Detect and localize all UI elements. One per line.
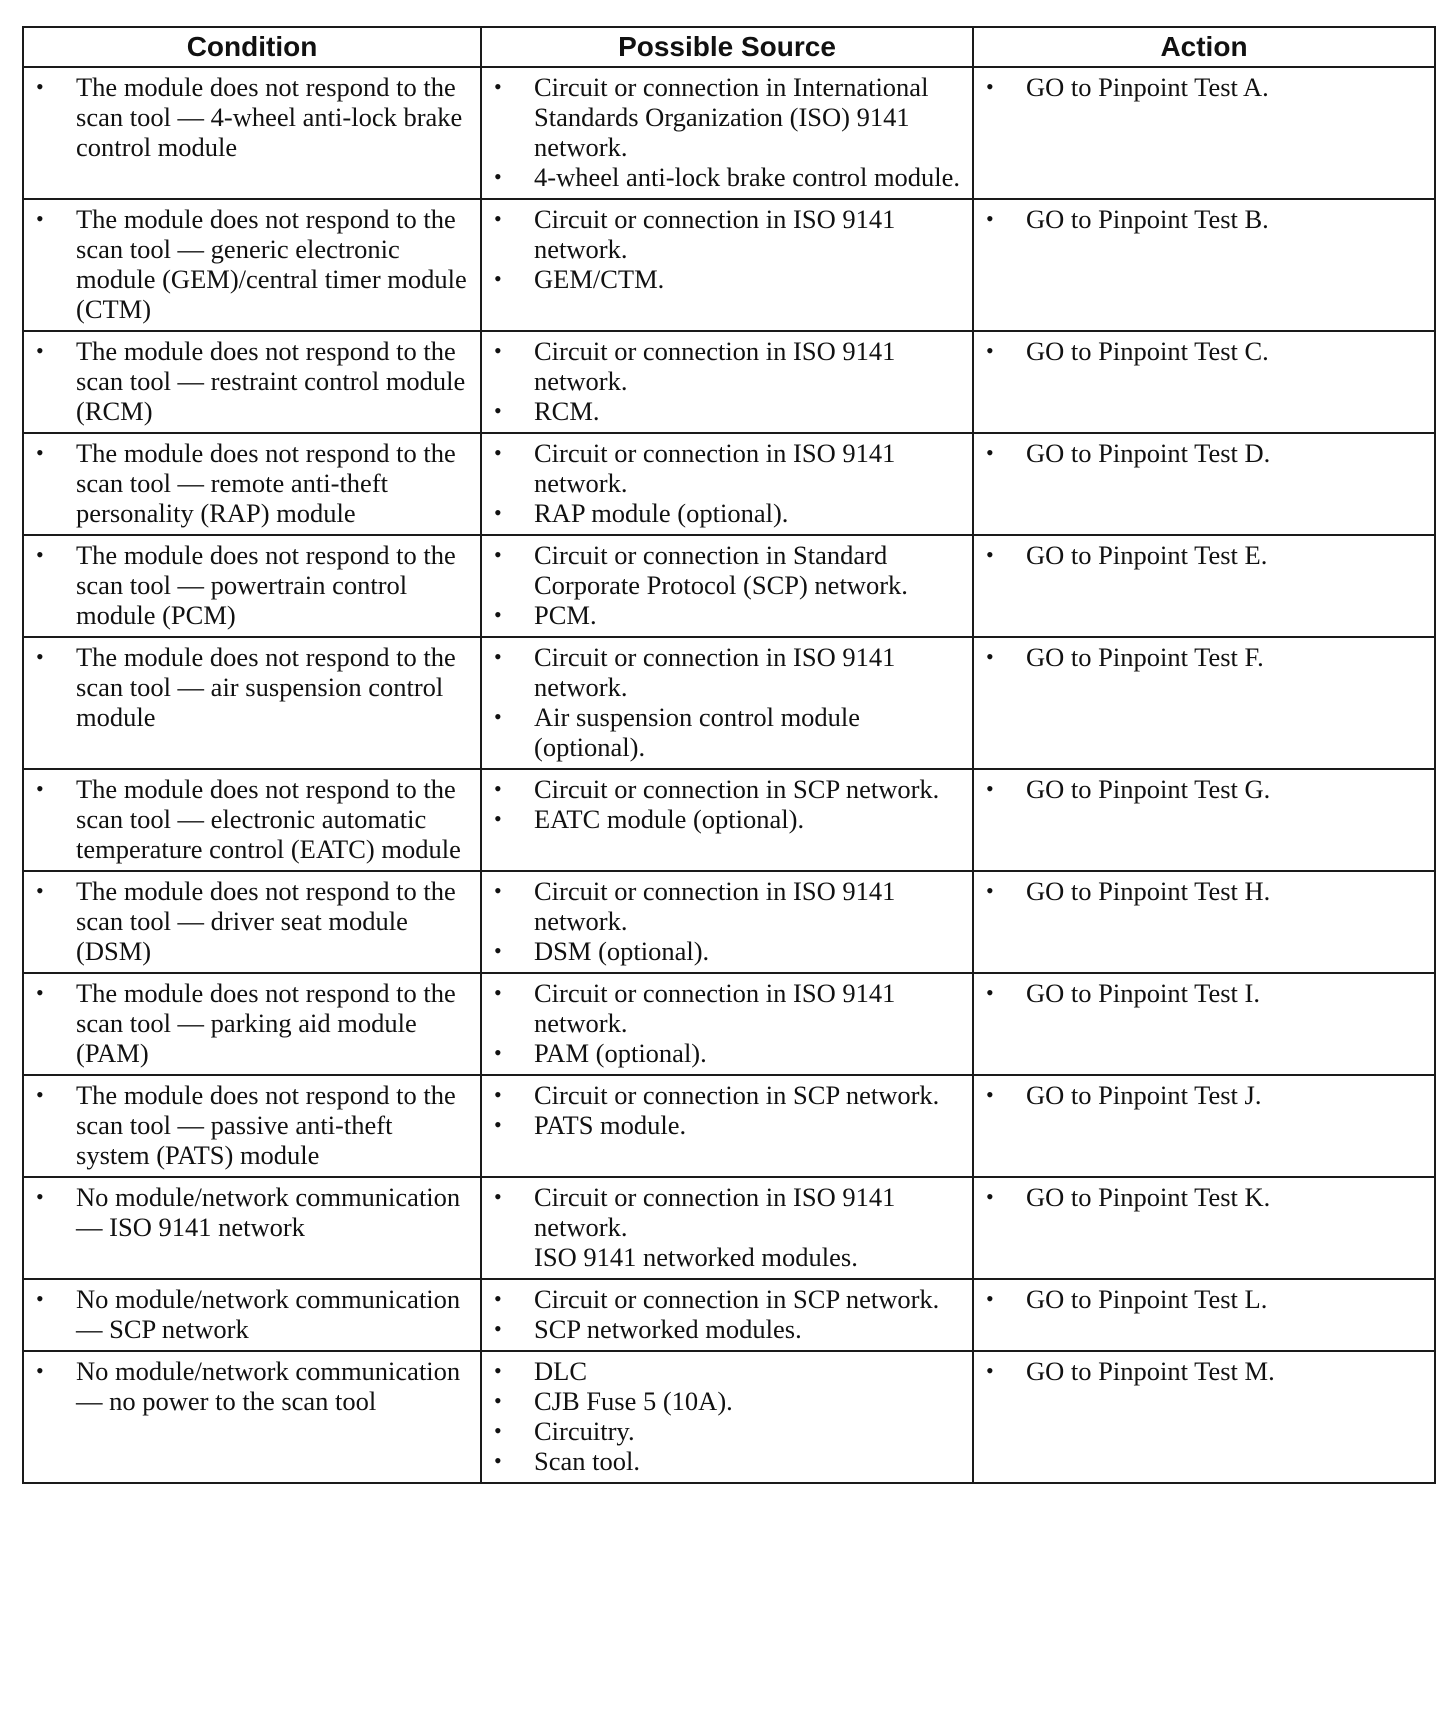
- condition-text: • The module does not respond to the scan tool — 4-wheel anti-lock brake control module: [24, 72, 472, 162]
- action-cell: [973, 871, 1435, 973]
- condition-text: • The module does not respond to the scan tool — powertrain control module (PCM): [24, 540, 472, 630]
- action-text: • GO to Pinpoint Test M.: [974, 1356, 1426, 1386]
- source-item: • Scan tool.: [482, 1446, 964, 1476]
- source-item: • PAM (optional).: [482, 1038, 964, 1068]
- source-item: • Air suspension control module (optional).: [482, 702, 964, 762]
- source-cell: [481, 535, 973, 637]
- source-cell: [481, 1279, 973, 1351]
- source-item: • Circuit or connection in ISO 9141 network.: [482, 438, 964, 498]
- source-item: • PATS module.: [482, 1110, 964, 1140]
- condition-cell: [23, 331, 481, 433]
- action-cell: [973, 1075, 1435, 1177]
- source-cell: [481, 637, 973, 769]
- condition-text: • No module/network communication — no power to the scan tool: [24, 1356, 472, 1416]
- action-text: • GO to Pinpoint Test K.: [974, 1182, 1426, 1212]
- action-text: • GO to Pinpoint Test L.: [974, 1284, 1426, 1314]
- source-item: • CJB Fuse 5 (10A).: [482, 1386, 964, 1416]
- source-item: • RAP module (optional).: [482, 498, 964, 528]
- symptom-chart-table: [22, 26, 1436, 1484]
- source-continuation: ISO 9141 networked modules.: [534, 1242, 858, 1272]
- action-text: • GO to Pinpoint Test A.: [974, 72, 1426, 102]
- condition-text: • The module does not respond to the scan tool — remote anti-theft personality (RAP) module: [24, 438, 472, 528]
- action-text: • GO to Pinpoint Test B.: [974, 204, 1426, 234]
- action-cell: [973, 769, 1435, 871]
- source-cell: [481, 871, 973, 973]
- table-row: [23, 67, 1435, 199]
- source-cell: [481, 67, 973, 199]
- action-cell: [973, 637, 1435, 769]
- condition-text: • The module does not respond to the scan tool — restraint control module (RCM): [24, 336, 472, 426]
- action-text: • GO to Pinpoint Test E.: [974, 540, 1426, 570]
- source-item: • Circuit or connection in SCP network.: [482, 1080, 964, 1110]
- table-row: [23, 1351, 1435, 1483]
- header-row: [23, 27, 1435, 67]
- table-row: [23, 1075, 1435, 1177]
- action-cell: [973, 331, 1435, 433]
- action-text: • GO to Pinpoint Test D.: [974, 438, 1426, 468]
- source-cell: [481, 1075, 973, 1177]
- condition-cell: [23, 1279, 481, 1351]
- source-cell: [481, 199, 973, 331]
- table-row: [23, 331, 1435, 433]
- condition-cell: [23, 871, 481, 973]
- condition-cell: [23, 535, 481, 637]
- source-item: • Circuitry.: [482, 1416, 964, 1446]
- condition-cell: [23, 1177, 481, 1279]
- condition-text: • The module does not respond to the scan tool — passive anti-theft system (PATS) module: [24, 1080, 472, 1170]
- source-item: • Circuit or connection in International Standards Organization (ISO) 9141 network.: [482, 72, 964, 162]
- source-item: • PCM.: [482, 600, 964, 630]
- source-cell: [481, 769, 973, 871]
- action-cell: [973, 199, 1435, 331]
- action-text: • GO to Pinpoint Test I.: [974, 978, 1426, 1008]
- source-item: • Circuit or connection in ISO 9141 network.: [482, 978, 964, 1038]
- table-row: [23, 637, 1435, 769]
- source-item: • Circuit or connection in ISO 9141 network.: [482, 642, 964, 702]
- action-cell: [973, 973, 1435, 1075]
- condition-cell: [23, 67, 481, 199]
- condition-cell: [23, 973, 481, 1075]
- source-item: • Circuit or connection in ISO 9141 network.: [482, 876, 964, 936]
- condition-cell: [23, 637, 481, 769]
- action-cell: [973, 535, 1435, 637]
- source-item: • Circuit or connection in SCP network.: [482, 1284, 964, 1314]
- table-row: [23, 199, 1435, 331]
- source-item: • DSM (optional).: [482, 936, 964, 966]
- table-row: [23, 1279, 1435, 1351]
- source-item: • SCP networked modules.: [482, 1314, 964, 1344]
- source-cell: [481, 433, 973, 535]
- action-cell: [973, 1279, 1435, 1351]
- table-row: [23, 535, 1435, 637]
- source-item: • Circuit or connection in ISO 9141 network.: [482, 204, 964, 264]
- source-item: • DLC: [482, 1356, 964, 1386]
- action-text: • GO to Pinpoint Test F.: [974, 642, 1426, 672]
- condition-text: • The module does not respond to the scan tool — air suspension control module: [24, 642, 472, 732]
- action-cell: [973, 1177, 1435, 1279]
- table-row: [23, 1177, 1435, 1279]
- condition-text: • No module/network communication — ISO 9141 network: [24, 1182, 472, 1242]
- source-cell: [481, 973, 973, 1075]
- table-row: [23, 769, 1435, 871]
- source-item: • 4-wheel anti-lock brake control module.: [482, 162, 964, 192]
- header-condition: Condition: [23, 27, 481, 67]
- condition-text: • The module does not respond to the scan tool — parking aid module (PAM): [24, 978, 472, 1068]
- condition-cell: [23, 1075, 481, 1177]
- action-cell: [973, 1351, 1435, 1483]
- source-item: • RCM.: [482, 396, 964, 426]
- table-row: [23, 973, 1435, 1075]
- header-action: Action: [973, 27, 1435, 67]
- action-text: • GO to Pinpoint Test J.: [974, 1080, 1426, 1110]
- source-item: • Circuit or connection in SCP network.: [482, 774, 964, 804]
- action-text: • GO to Pinpoint Test H.: [974, 876, 1426, 906]
- diagnostic-table-page: [22, 26, 1434, 1484]
- source-cell: [481, 331, 973, 433]
- source-item: • Circuit or connection in Standard Corporate Protocol (SCP) network.: [482, 540, 964, 600]
- condition-cell: [23, 433, 481, 535]
- condition-cell: [23, 1351, 481, 1483]
- condition-text: • The module does not respond to the scan tool — electronic automatic temperature control (EATC) module: [24, 774, 472, 864]
- action-text: • GO to Pinpoint Test C.: [974, 336, 1426, 366]
- source-item: • GEM/CTM.: [482, 264, 964, 294]
- table-row: [23, 433, 1435, 535]
- source-item: • EATC module (optional).: [482, 804, 964, 834]
- table-row: [23, 871, 1435, 973]
- action-text: • GO to Pinpoint Test G.: [974, 774, 1426, 804]
- source-cell: [481, 1177, 973, 1279]
- condition-text: • The module does not respond to the scan tool — generic electronic module (GEM)/central timer module (CTM): [24, 204, 472, 324]
- condition-text: • No module/network communication — SCP network: [24, 1284, 472, 1344]
- source-item: • Circuit or connection in ISO 9141 network.: [482, 336, 964, 396]
- condition-cell: [23, 199, 481, 331]
- action-cell: [973, 67, 1435, 199]
- condition-text: • The module does not respond to the scan tool — driver seat module (DSM): [24, 876, 472, 966]
- source-item: • Circuit or connection in ISO 9141 network.: [482, 1182, 964, 1242]
- condition-cell: [23, 769, 481, 871]
- source-cell: [481, 1351, 973, 1483]
- header-possible-source: Possible Source: [481, 27, 973, 67]
- action-cell: [973, 433, 1435, 535]
